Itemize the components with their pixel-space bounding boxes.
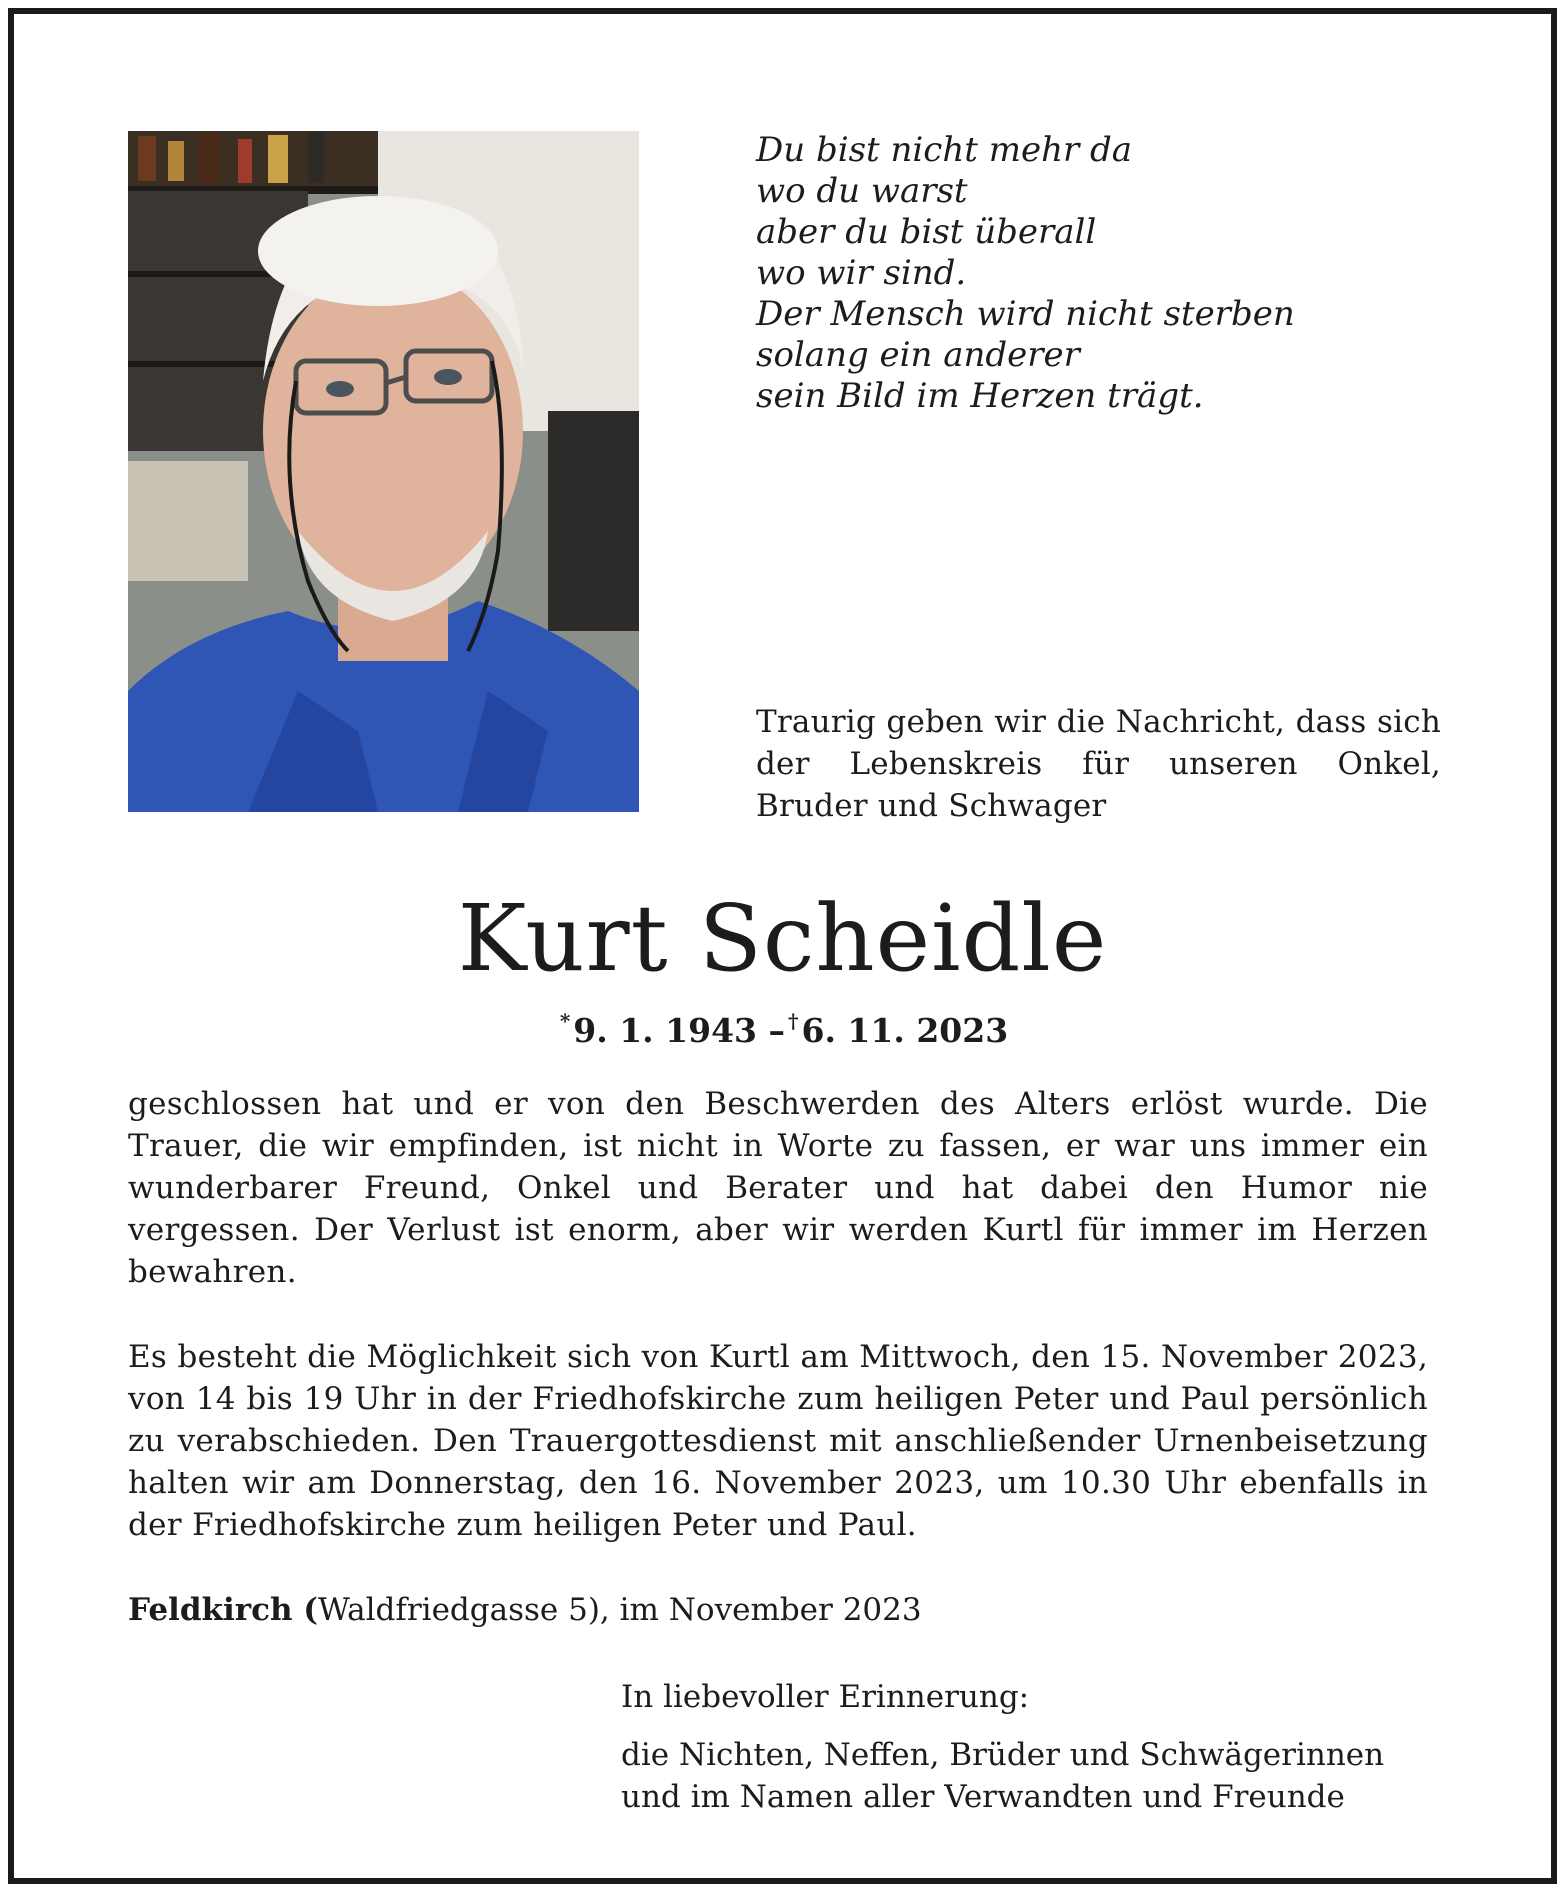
poem-line: wo du warst [756,171,968,211]
place-and-date [128,1589,922,1631]
poem [756,130,1295,417]
signature-lines [621,1734,1384,1818]
deceased-name: Kurt Scheidle [457,885,1108,992]
death-symbol: † [788,1009,799,1033]
poem-line: sein Bild im Herzen trägt. [756,376,1204,416]
obituary-card [8,8,1557,1884]
date-separator: – [768,1011,786,1050]
signature-line: und im Namen aller Verwandten und Freunde [621,1779,1345,1815]
signature-line: die Nichten, Neffen, Brüder und Schwägerinnen [621,1737,1385,1773]
portrait-illustration [128,131,639,812]
signature-title: In liebevoller Erinnerung: [621,1679,1030,1715]
poem-line: solang ein anderer [756,335,1080,375]
poem-line: wo wir sind. [756,253,967,293]
service-paragraph: Es besteht die Möglichkeit sich von Kurtl am Mittwoch, den 15. November 2023, von 14 bis 19 Uhr in der Friedhofskirche zum heiligen Peter und Paul persönlich zu verabschieden. Den Trauergottesdienst mit anschließender Urnenbeisetzung halten wir am Donnerstag, den 16. November 2023, um 10.30 Uhr ebenfalls in der Friedhofskirche zum heiligen Peter und Paul. [128,1339,1428,1543]
death-date: 6. 11. 2023 [801,1011,1009,1050]
birth-date: 9. 1. 1943 [573,1011,758,1050]
body-paragraph: geschlossen hat und er von den Beschwerden des Alters erlöst wurde. Die Trauer, die wir empfinden, ist nicht in Worte zu fassen, er war uns immer ein wunderbarer Freund, Onkel und Berater und hat dabei den Humor nie vergessen. Der Verlust ist enorm, aber wir werden Kurtl für immer im Herzen bewahren. [128,1086,1428,1290]
poem-line: Du bist nicht mehr da [756,130,1133,170]
poem-line: Der Mensch wird nicht sterben [756,294,1295,334]
portrait-photo [128,131,639,812]
place-city: Feldkirch ( [128,1592,318,1628]
place-rest: Waldfriedgasse 5), im November 2023 [317,1592,922,1628]
life-dates [14,999,1551,1053]
intro-text: Traurig geben wir die Nachricht, dass sich der Lebenskreis für unseren Onkel, Bruder und Schwager [756,704,1441,824]
birth-symbol: * [559,1009,571,1033]
poem-line: aber du bist überall [756,212,1097,252]
